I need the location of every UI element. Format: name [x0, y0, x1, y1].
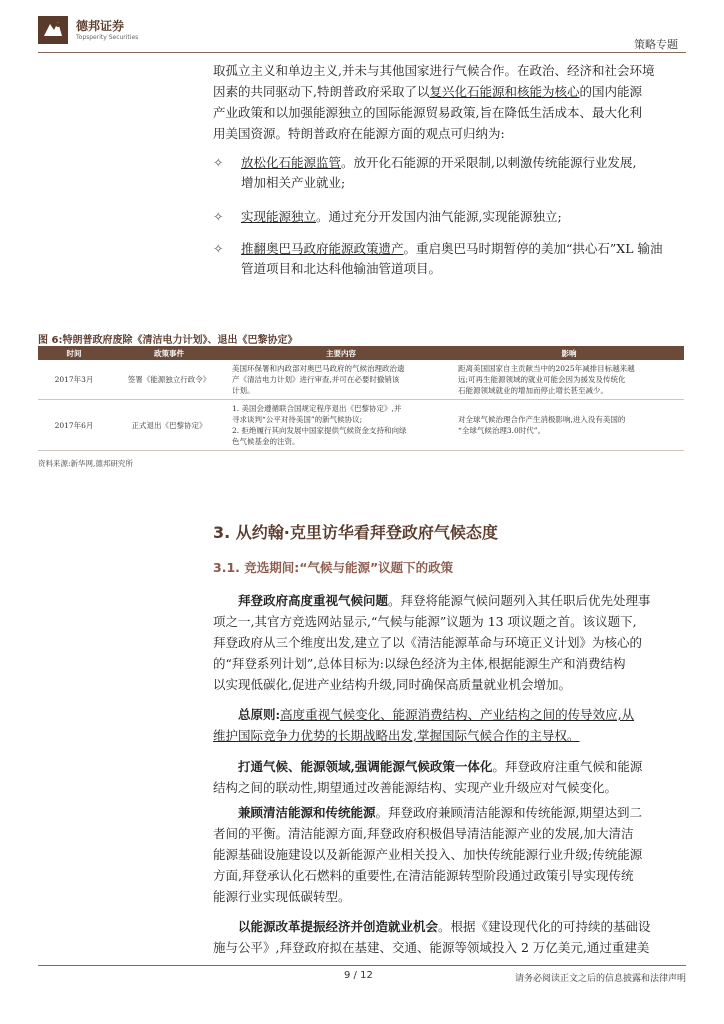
company-logo-icon	[38, 16, 68, 44]
table-row	[38, 360, 684, 400]
paragraph-3	[213, 756, 683, 798]
page-header	[38, 14, 686, 50]
paragraph-4	[213, 802, 683, 907]
paragraph-1	[213, 590, 683, 695]
text-line: 的“拜登系列计划”,总体目标为:以绿色经济为主体,根据能源生产和消费结构	[213, 656, 626, 671]
diamond-bullet-icon: ✧	[213, 241, 224, 256]
cell-time: 2017年6月	[38, 400, 110, 451]
text-line: 能源基础设施建设以及新能源产业相关投入、加快传统能源行业升级;传统能源	[213, 847, 643, 862]
intro-paragraph	[213, 60, 683, 144]
col-header-event: 政策事件	[110, 346, 228, 360]
diamond-bullet-icon: ✧	[213, 209, 224, 224]
cell-content: 1. 美国会遵循联合国规定程序退出《巴黎协定》,并 寻求谈判“公平对待美国”的新气候协议; 2. 拒绝履行其向发展中国家提供气候资金支持和向绿 色气候基金的注资。	[228, 400, 454, 451]
text-line: 拜登政府高度重视气候问题。拜登将能源气候问题列入其任职后优先处理事	[238, 593, 651, 608]
figure-title: 图 6:特朗普政府废除《清洁电力计划》、退出《巴黎协定》	[38, 335, 298, 346]
text-line: 维护国际竞争力优势的长期战略出发,掌握国际气候合作的主导权。	[213, 728, 580, 743]
table-header-row	[38, 346, 684, 360]
text-line: 产业政策和以加强能源独立的国际能源贸易政策,旨在降低生活成本、最大化利	[213, 105, 642, 120]
bullet-item: ✧ 放松化石能源监管。放开化石能源的开采限制,以刺激传统能源行业发展, 增加相关产业就业;	[213, 155, 637, 190]
col-header-impact: 影响	[454, 346, 684, 360]
bullet-item: ✧ 实现能源独立。通过充分开发国内油气能源,实现能源独立;	[213, 207, 683, 227]
text-line: 用美国资源。特朗普政府在能源方面的观点可归纳为:	[213, 126, 505, 141]
brand-name-en: Topsperity Securities	[76, 34, 139, 41]
table-row	[38, 400, 684, 451]
text-line: 以能源改革提振经济并创造就业机会。根据《建设现代化的可持续的基础设	[238, 919, 651, 934]
paragraph-5	[213, 916, 683, 958]
text-line: 结构之间的联动性,期望通过改善能源结构、实现产业升级应对气候变化。	[213, 780, 617, 795]
text-line: 拜登政府从三个维度出发,建立了以《清洁能源革命与环境正义计划》为核心的	[213, 635, 642, 650]
footer-divider	[38, 965, 686, 966]
cell-time: 2017年3月	[38, 360, 110, 400]
cell-event: 正式退出《巴黎协定》	[110, 400, 228, 451]
col-header-content: 主要内容	[228, 346, 454, 360]
text-line: 者间的平衡。清洁能源方面,拜登政府积极倡导清洁能源产业的发展,加大清洁	[213, 826, 634, 841]
page-number: 9 / 12	[344, 970, 373, 981]
text-line: 兼顾清洁能源和传统能源。拜登政府兼顾清洁能源和传统能源,期望达到二	[238, 805, 642, 820]
paragraph-2	[213, 704, 683, 746]
text-line: 施与公平》,拜登政府拟在基建、交通、能源等领域投入 2 万亿美元,通过重建美	[213, 940, 650, 955]
brand-name-cn: 德邦证券	[76, 19, 125, 33]
section-label: 策略专题	[634, 38, 678, 51]
header-divider	[38, 52, 686, 53]
diamond-bullet-icon: ✧	[213, 155, 224, 170]
text-line: 取孤立主义和单边主义,并未与其他国家进行气候合作。在政治、经济和社会环境	[213, 63, 655, 78]
text-line: 项之一,其官方竞选网站显示,“气候与能源”议题为 13 项议题之首。该议题下,	[213, 614, 637, 629]
text-line: 总原则:高度重视气候变化、能源消费结构、产业结构之间的传导效应,从	[238, 707, 635, 722]
text-line: 以实现低碳化,促进产业结构升级,同时确保高质量就业机会增加。	[213, 677, 571, 692]
bullet-item: ✧ 推翻奥巴马政府能源政策遗产。重启奥巴马时期暂停的美加“拱心石”XL 输油 管道项目和北达科他输油管道项目。	[213, 241, 663, 276]
subsection-heading: 3.1. 竞选期间:“气候与能源”议题下的政策	[213, 560, 454, 575]
text-line: 打通气候、能源领域,强调能源气候政策一体化。拜登政府注重气候和能源	[238, 759, 643, 774]
text-line: 能源行业实现低碳转型。	[213, 889, 351, 904]
cell-impact: 距离美国国家自主贡献当中的2025年减排目标越来越 远;可再生能源领域的就业可能会因为援发及传统化 石能源领域就业的增加而停止增长甚至减少。	[454, 360, 684, 400]
figure-source: 资料来源:新华网,德邦研究所	[38, 459, 133, 468]
text-line: 因素的共同驱动下,特朗普政府采取了以复兴化石能源和核能为核心的国内能源	[213, 84, 643, 99]
col-header-time: 时间	[38, 346, 110, 360]
policy-table	[38, 346, 684, 451]
cell-impact: 对全球气候治理合作产生消极影响,进入没有美国的 “全球气候治理3.0时代”。	[454, 400, 684, 451]
text-line: 方面,拜登承认化石燃料的重要性,在清洁能源转型阶段通过政策引导实现传统	[213, 868, 634, 883]
section-heading: 3. 从约翰·克里访华看拜登政府气候态度	[213, 523, 498, 542]
footer-disclaimer: 请务必阅读正文之后的信息披露和法律声明	[514, 974, 686, 984]
cell-content: 美国环保署和内政部对奥巴马政府的气候治理政治遗 产《清洁电力计划》进行审查,并可在必要时撤销该 计划。	[228, 360, 454, 400]
cell-event: 签署《能源独立行政令》	[110, 360, 228, 400]
